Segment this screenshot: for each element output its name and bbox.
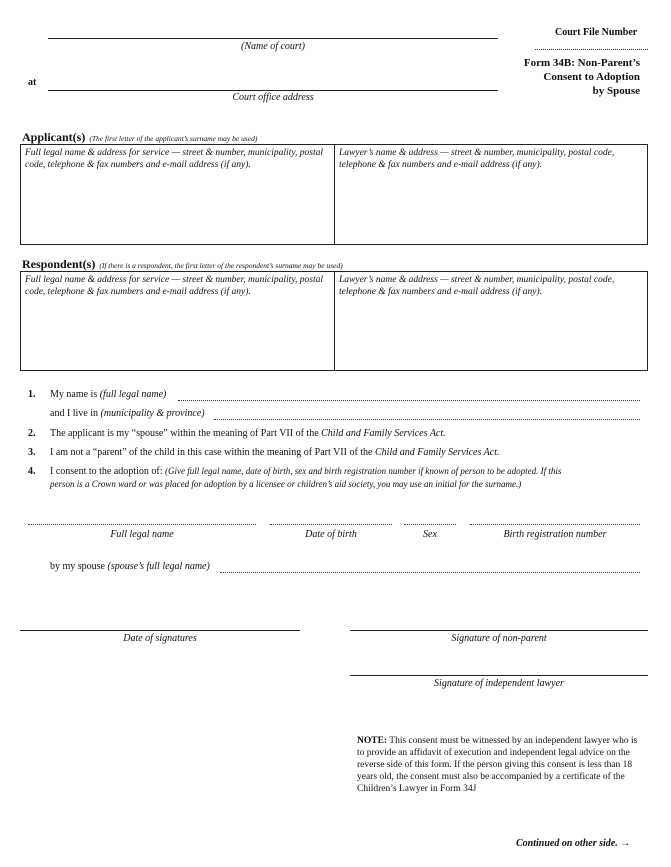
- item-1b-prefix: and I live in: [50, 408, 101, 419]
- adoptee-birth-reg-field[interactable]: [470, 524, 640, 525]
- full-legal-name-field[interactable]: [178, 400, 640, 401]
- at-label: at: [28, 77, 37, 88]
- col-full-legal-name: Full legal name: [110, 529, 174, 540]
- municipality-field[interactable]: [214, 419, 640, 420]
- item-1b-hint: (municipality & province): [100, 408, 205, 419]
- spouse-hint: (spouse’s full legal name): [107, 561, 210, 572]
- applicants-title: Applicant(s): [22, 130, 86, 144]
- item-1-text: [50, 389, 166, 400]
- non-parent-signature-caption: Signature of non-parent: [451, 633, 547, 644]
- respondent-details-cell[interactable]: Full legal name & address for service — street & number, municipality, postal code, telephone & fax numbers and e-mail address (if any).: [21, 272, 335, 370]
- item-1b-text: [50, 408, 205, 419]
- date-of-signatures-caption: Date of signatures: [123, 633, 197, 644]
- non-parent-signature-line[interactable]: [350, 630, 648, 631]
- item-3-body: I am not a “parent” of the child in this case within the meaning of Part VII of the: [50, 447, 375, 458]
- item-2-body: The applicant is my “spouse” within the meaning of Part VII of the: [50, 428, 322, 439]
- respondent-lawyer-cell[interactable]: Lawyer’s name & address — street & number, municipality, postal code, telephone & fax numbers and e-mail address (if any).: [339, 275, 615, 297]
- item-2-number: 2.: [28, 428, 36, 439]
- note-label: NOTE:: [357, 736, 388, 746]
- lawyer-signature-line[interactable]: [350, 675, 648, 676]
- item-2-text: [50, 428, 446, 439]
- court-name-caption: (Name of court): [241, 41, 305, 52]
- item-3-act: Child and Family Services Act.: [375, 447, 500, 458]
- continued-on-other-side[interactable]: Continued on other side. →: [516, 838, 631, 849]
- adoptee-sex-field[interactable]: [404, 524, 456, 525]
- item-4-number: 4.: [28, 466, 36, 477]
- applicant-details-cell[interactable]: Full legal name & address for service — street & number, municipality, postal code, telephone & fax numbers and e-mail address (if any).: [21, 145, 335, 244]
- date-of-signatures-line[interactable]: [20, 630, 300, 631]
- respondents-title: Respondent(s): [22, 257, 96, 271]
- court-file-number-field[interactable]: [535, 49, 648, 50]
- item-1-number: 1.: [28, 389, 36, 400]
- spouse-prefix: by my spouse: [50, 561, 108, 572]
- item-3-text: [50, 447, 500, 458]
- form-title-line-1: Form 34B: Non-Parent’s: [523, 57, 640, 69]
- adoptee-name-field[interactable]: [28, 524, 256, 525]
- applicants-note: (The first letter of the applicant’s surname may be used): [89, 134, 258, 143]
- item-4-hint-1: (Give full legal name, date of birth, sex and birth registration number if known of person to be adopted. If this: [164, 466, 562, 476]
- col-sex: Sex: [423, 529, 437, 540]
- col-date-of-birth: Date of birth: [305, 529, 357, 540]
- note-text: This consent must be witnessed by an independent lawyer who is to provide an affidavit of execution and independent legal advice on the reverse side of this form. If the person giving this consent is less than 18 years old, the consent must also be accompanied by a certificate of the Children’s Lawyer in Form 34J: [357, 736, 638, 794]
- item-1-hint: (full legal name): [99, 389, 167, 400]
- item-4-hint-2: person is a Crown ward or was placed for adoption by a licensee or children’s aid society, you may use an initial for the surname.): [50, 479, 522, 489]
- court-office-caption: Court office address: [232, 92, 314, 103]
- item-3-number: 3.: [28, 447, 36, 458]
- item-1-prefix: My name is: [50, 389, 100, 400]
- spouse-line-text: [50, 561, 210, 572]
- item-4-body: I consent to the adoption of:: [50, 466, 165, 477]
- respondents-note: (If there is a respondent, the first letter of the respondent’s surname may be used): [99, 261, 343, 270]
- court-office-line[interactable]: [48, 90, 498, 91]
- court-name-line[interactable]: [48, 38, 498, 39]
- form-title-line-2: Consent to Adoption: [543, 71, 640, 83]
- col-birth-registration-number: Birth registration number: [503, 529, 607, 540]
- form-title: [496, 56, 640, 98]
- applicant-lawyer-cell[interactable]: Lawyer’s name & address — street & number, municipality, postal code, telephone & fax numbers and e-mail address (if any).: [339, 148, 615, 170]
- respondents-box: [20, 271, 648, 371]
- adoptee-dob-field[interactable]: [270, 524, 392, 525]
- item-2-act: Child and Family Services Act.: [321, 428, 446, 439]
- note-block: [357, 735, 647, 795]
- form-title-line-3: by Spouse: [592, 85, 640, 97]
- lawyer-signature-caption: Signature of independent lawyer: [434, 678, 564, 689]
- applicants-box: [20, 144, 648, 245]
- spouse-name-field[interactable]: [220, 572, 640, 573]
- court-file-number-label: Court File Number: [555, 27, 638, 38]
- item-4-text: [50, 466, 561, 477]
